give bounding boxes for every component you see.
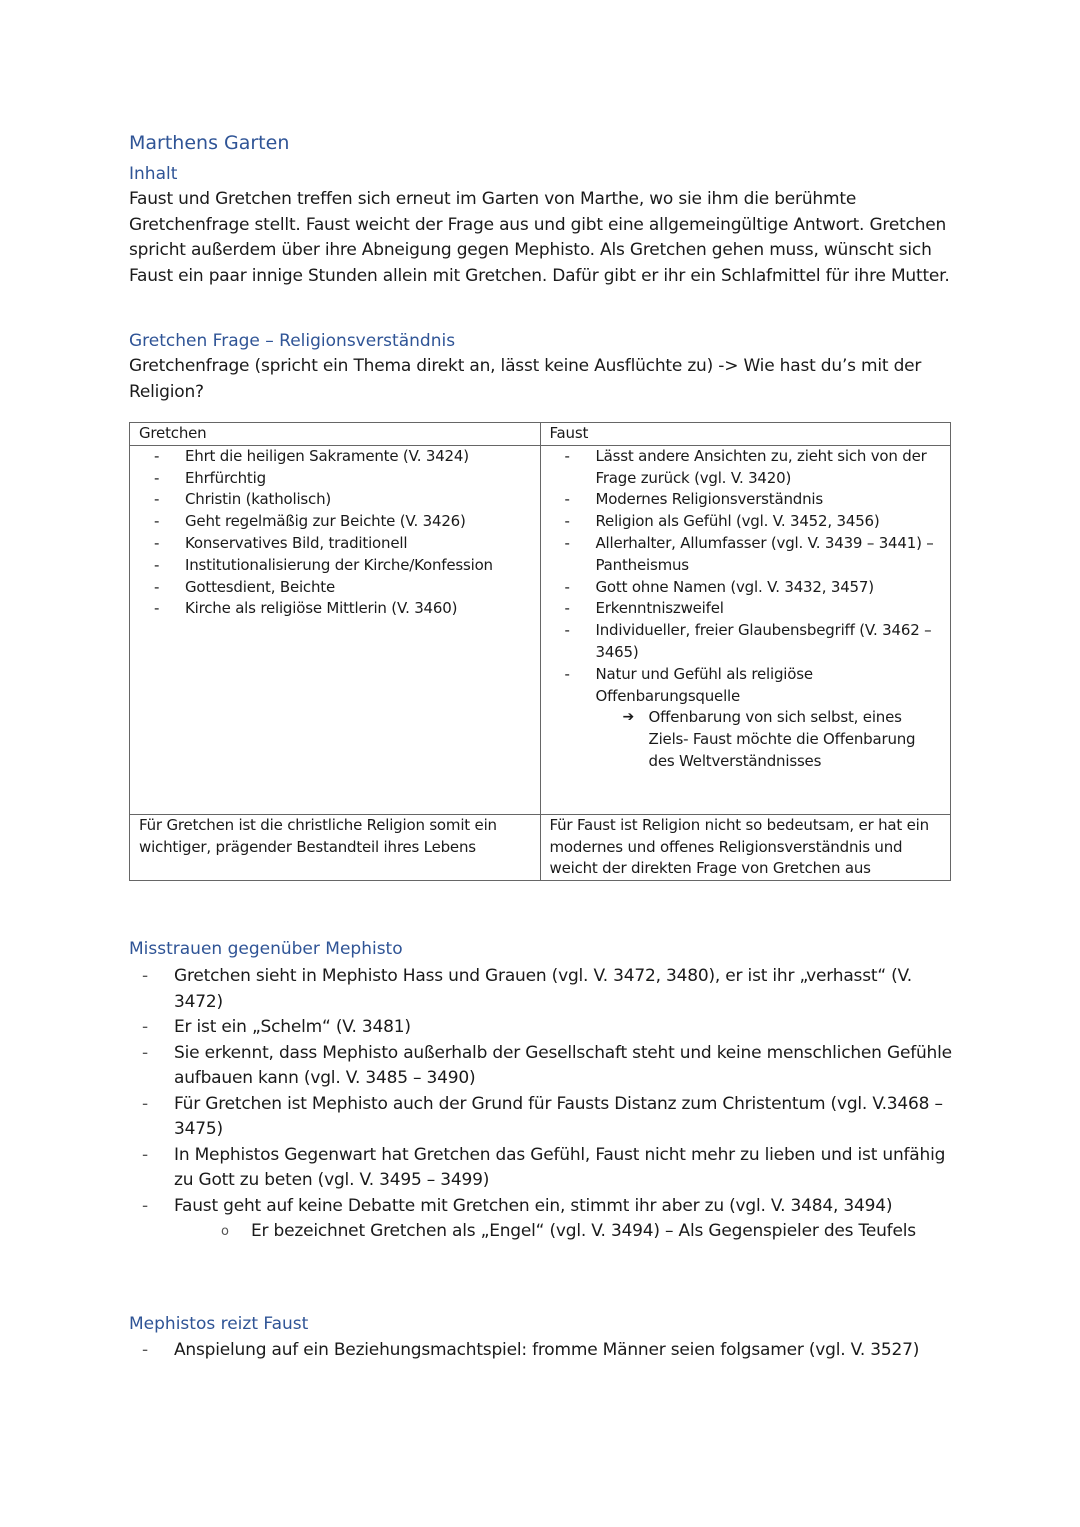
list-item: - Anspielung auf ein Beziehungsmachtspiel: fromme Männer seien folgsamer (vgl. V. 3527) [129, 1338, 954, 1364]
section-heading-inhalt: Inhalt [129, 164, 178, 184]
inhalt-paragraph: Faust und Gretchen treffen sich erneut im Garten von Marthe, wo sie ihm die berühmte Gretchenfrage stellt. Faust weicht der Frage aus und gibt eine allgemeingültige Antwort. Gretchen spricht außerdem über ihre Abneigung gegen Mephisto. Als Gretchen gehen muss, wünscht sich Faust ein paar innige Stunden allein mit Gretchen. Dafür gibt er ihr ein Schlafmittel für ihre Mutter. [129, 189, 950, 286]
list-item: - Institutionalisierung der Kirche/Konfession [139, 555, 531, 577]
list-item: - Geht regelmäßig zur Beichte (V. 3426) [139, 511, 531, 533]
list-item: - Lässt andere Ansichten zu, zieht sich von der Frage zurück (vgl. V. 3420) [550, 446, 942, 490]
list-item: - Allerhalter, Allumfasser (vgl. V. 3439 – 3441) – Pantheismus [550, 533, 942, 577]
list-item: - Ehrt die heiligen Sakramente (V. 3424) [139, 446, 531, 468]
reizt-list-wrap [129, 1338, 954, 1364]
list-item: - Konservatives Bild, traditionell [139, 533, 531, 555]
list-item: - Modernes Religionsverständnis [550, 489, 942, 511]
section-heading-gretchenfrage: Gretchen Frage – Religionsverständnis [129, 331, 456, 351]
list-item: - Religion als Gefühl (vgl. V. 3452, 3456) [550, 511, 942, 533]
comparison-table [129, 422, 951, 881]
summary-faust: Für Faust ist Religion nicht so bedeutsam, er hat ein modernes und offenes Religionsverständnis und weicht der direkten Frage von Gretchen aus [540, 814, 951, 880]
arrow-list-item: ➔ Offenbarung von sich selbst, eines Ziels- Faust möchte die Offenbarung des Weltverständnisses [550, 707, 942, 772]
table-row [130, 445, 951, 814]
section-heading-misstrauen: Misstrauen gegenüber Mephisto [129, 939, 403, 959]
list-item: - Natur und Gefühl als religiöse Offenbarungsquelle [550, 664, 942, 708]
page-title: Marthens Garten [129, 132, 290, 154]
gretchenfrage-paragraph: Gretchenfrage (spricht ein Thema direkt an, lässt keine Ausflüchte zu) -> Wie hast du’s mit der Religion? [129, 356, 922, 402]
list-item: - Ehrfürchtig [139, 468, 531, 490]
list-item: - Für Gretchen ist Mephisto auch der Grund für Fausts Distanz zum Christentum (vgl. V.3468 – 3475) [129, 1092, 954, 1143]
gretchen-cell [130, 445, 541, 814]
list-item: - In Mephistos Gegenwart hat Gretchen das Gefühl, Faust nicht mehr zu lieben und ist unfähig zu Gott zu beten (vgl. V. 3495 – 3499) [129, 1143, 954, 1194]
list-item: - Er ist ein „Schelm“ (V. 3481) [129, 1015, 954, 1041]
list-item: - Gretchen sieht in Mephisto Hass und Grauen (vgl. V. 3472, 3480), er ist ihr „verhasst“ (V. 3472) [129, 964, 954, 1015]
reizt-list [129, 1338, 954, 1364]
misstrauen-list-wrap [129, 964, 954, 1245]
table-summary-row [130, 814, 951, 880]
gretchen-list [139, 446, 531, 620]
list-item: - Sie erkennt, dass Mephisto außerhalb der Gesellschaft steht und keine menschlichen Gefühle aufbauen kann (vgl. V. 3485 – 3490) [129, 1041, 954, 1092]
sub-list-item: o Er bezeichnet Gretchen als „Engel“ (vgl. V. 3494) – Als Gegenspieler des Teufels [129, 1219, 954, 1245]
table-header-row [130, 423, 951, 446]
list-item: - Individueller, freier Glaubensbegriff (V. 3462 – 3465) [550, 620, 942, 664]
list-item: - Gottesdient, Beichte [139, 577, 531, 599]
comparison-table-wrap [129, 422, 954, 881]
list-item: - Faust geht auf keine Debatte mit Gretchen ein, stimmt ihr aber zu (vgl. V. 3484, 3494) [129, 1194, 954, 1220]
header-faust: Faust [540, 423, 951, 446]
faust-cell [540, 445, 951, 814]
list-item: - Gott ohne Namen (vgl. V. 3432, 3457) [550, 577, 942, 599]
section-heading-reizt: Mephistos reizt Faust [129, 1314, 309, 1334]
faust-list [550, 446, 942, 773]
list-item: - Erkenntniszweifel [550, 598, 942, 620]
list-item: - Christin (katholisch) [139, 489, 531, 511]
misstrauen-list [129, 964, 954, 1245]
list-item: - Kirche als religiöse Mittlerin (V. 3460) [139, 598, 531, 620]
summary-gretchen: Für Gretchen ist die christliche Religion somit ein wichtiger, prägender Bestandteil ihres Lebens [130, 814, 541, 880]
header-gretchen: Gretchen [130, 423, 541, 446]
